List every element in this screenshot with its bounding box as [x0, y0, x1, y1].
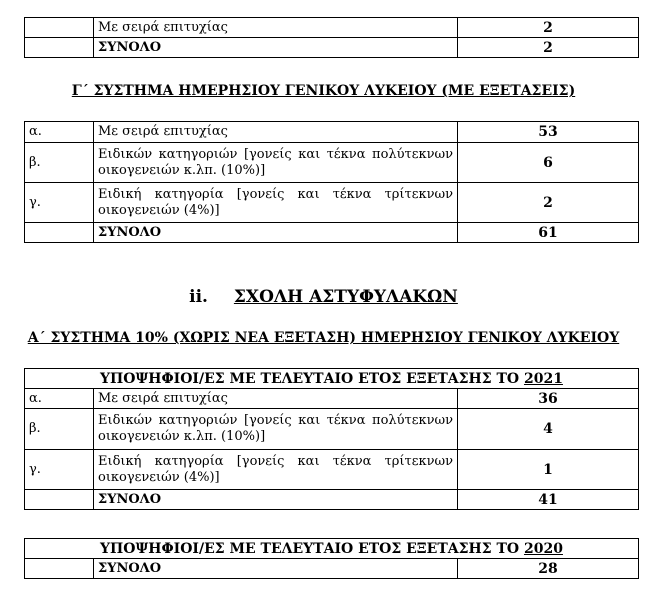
table-row [25, 450, 639, 490]
row-label: β. [25, 409, 94, 450]
total-label: ΣΥΝΟΛΟ [94, 223, 458, 243]
total-value: 28 [458, 559, 639, 579]
row-value: 4 [458, 409, 639, 450]
total-label: ΣΥΝΟΛΟ [94, 38, 458, 58]
total-row [25, 38, 639, 58]
row-value: 53 [458, 122, 639, 143]
table-header-row [25, 369, 639, 389]
row-description: Με σειρά επιτυχίας [94, 122, 458, 143]
row-label: γ. [25, 450, 94, 490]
table-2021-header: ΥΠΟΨΗΦΙΟΙ/ΕΣ ΜΕ ΤΕΛΕΥΤΑΙΟ ΕΤΟΣ ΕΞΕΤΑΣΗΣ ΤΟ 2021 [25, 369, 639, 389]
total-value: 2 [458, 38, 639, 58]
table-row [25, 143, 639, 183]
header-year: 2021 [523, 370, 563, 387]
school-number: ii. [189, 287, 208, 307]
total-value: 41 [458, 490, 639, 510]
table-row [25, 18, 639, 38]
table-header-row [25, 539, 639, 559]
row-label: α. [25, 122, 94, 143]
section-g-table [24, 121, 639, 243]
table-row [25, 409, 639, 450]
row-description: Ειδική κατηγορία [γονείς και τέκνα τρίτεκνων οικογενειών (4%)] [94, 450, 458, 490]
top-table [24, 17, 639, 58]
row-label: β. [25, 143, 94, 183]
row-value: 6 [458, 143, 639, 183]
row-value: 1 [458, 450, 639, 490]
row-value: 2 [458, 18, 639, 38]
section-a-title: Α΄ ΣΥΣΤΗΜΑ 10% (ΧΩΡΙΣ ΝΕΑ ΕΞΕΤΑΣΗ) ΗΜΕΡΗΣΙΟΥ ΓΕΝΙΚΟΥ ΛΥΚΕΙΟΥ [27, 330, 620, 346]
table-row [25, 122, 639, 143]
total-value: 61 [458, 223, 639, 243]
row-description: Με σειρά επιτυχίας [94, 389, 458, 409]
row-value: 36 [458, 389, 639, 409]
row-label: α. [25, 389, 94, 409]
total-row [25, 223, 639, 243]
table-2021 [24, 368, 639, 510]
total-row [25, 490, 639, 510]
table-2020-header: ΥΠΟΨΗΦΙΟΙ/ΕΣ ΜΕ ΤΕΛΕΥΤΑΙΟ ΕΤΟΣ ΕΞΕΤΑΣΗΣ ΤΟ 2020 [25, 539, 639, 559]
row-description: Ειδική κατηγορία [γονείς και τέκνα τρίτεκνων οικογενειών (4%)] [94, 183, 458, 223]
section-g-title: Γ΄ ΣΥΣΤΗΜΑ ΗΜΕΡΗΣΙΟΥ ΓΕΝΙΚΟΥ ΛΥΚΕΙΟΥ (ΜΕ ΕΞΕΤΑΣΕΙΣ) [71, 83, 576, 99]
header-year: 2020 [523, 540, 563, 557]
row-description: Με σειρά επιτυχίας [94, 18, 458, 38]
row-description: Ειδικών κατηγοριών [γονείς και τέκνα πολύτεκνων οικογενειών κ.λπ. (10%)] [94, 409, 458, 450]
school-heading [0, 287, 647, 307]
school-name: ΣΧΟΛΗ ΑΣΤΥΦΥΛΑΚΩΝ [233, 287, 458, 307]
table-row [25, 183, 639, 223]
row-label [25, 18, 94, 38]
total-label: ΣΥΝΟΛΟ [94, 559, 458, 579]
total-label: ΣΥΝΟΛΟ [94, 490, 458, 510]
row-label: γ. [25, 183, 94, 223]
total-row [25, 559, 639, 579]
table-row [25, 389, 639, 409]
row-description: Ειδικών κατηγοριών [γονείς και τέκνα πολύτεκνων οικογενειών κ.λπ. (10%)] [94, 143, 458, 183]
row-value: 2 [458, 183, 639, 223]
table-2020 [24, 538, 639, 579]
